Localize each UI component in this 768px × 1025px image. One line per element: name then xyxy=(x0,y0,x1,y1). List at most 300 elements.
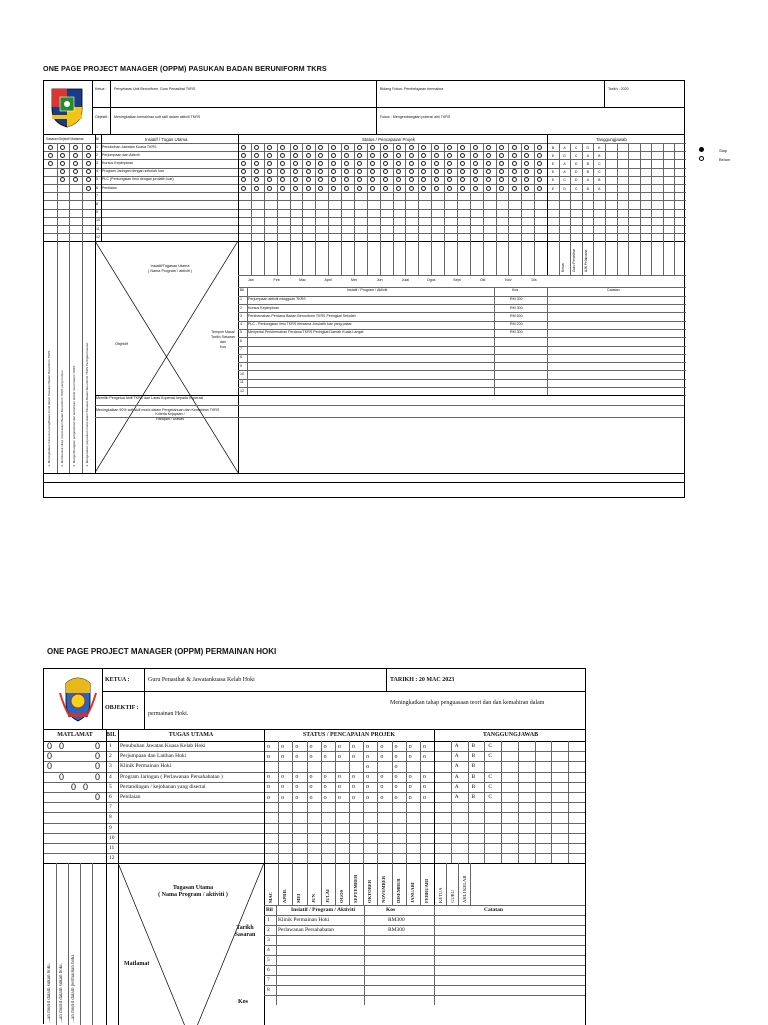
task-number: 8 xyxy=(109,814,112,821)
col-line xyxy=(349,863,350,905)
responsibility-letter: C xyxy=(488,743,492,749)
row-line xyxy=(44,853,585,854)
responsibility-letter: B xyxy=(471,783,476,790)
row-line xyxy=(264,915,585,916)
col-line xyxy=(593,143,594,241)
status-circle-icon: o xyxy=(295,794,299,801)
col-line xyxy=(451,741,452,863)
doc1-bidang: Bidang Fokus: Pembelajaran bermakna xyxy=(380,87,444,91)
status-circle-icon: o xyxy=(337,794,341,801)
task-number: 4 xyxy=(96,169,98,174)
month-label: DISEMBER xyxy=(395,878,401,904)
col-line xyxy=(547,287,548,395)
responsibility-letter: B xyxy=(471,794,476,800)
col-line xyxy=(521,143,522,241)
status-circle-icon xyxy=(447,186,452,191)
status-circle-icon: o xyxy=(281,753,285,760)
status-circle-icon xyxy=(293,177,298,182)
status-circle-icon xyxy=(524,177,529,182)
col-line xyxy=(68,863,69,1025)
legend-belum: Belum xyxy=(719,157,731,162)
matlamat-circle-icon: 0 xyxy=(95,771,101,782)
col-line xyxy=(470,143,471,241)
month-label: Mac xyxy=(298,278,306,283)
role-label: KETUA xyxy=(438,887,443,904)
col-line xyxy=(292,863,293,905)
status-circle-icon: o xyxy=(295,743,299,750)
month-label: Sept xyxy=(453,278,461,283)
status-circle-icon: o xyxy=(323,794,327,801)
col-line xyxy=(434,905,435,1005)
status-circle-icon xyxy=(512,153,517,158)
doc1-ketua-label: Ketua : xyxy=(95,87,107,91)
task-name: Perjumpaan dan Aktiviti xyxy=(102,152,140,157)
col-line xyxy=(380,143,381,241)
responsibility-letter: B xyxy=(551,145,555,150)
col-line xyxy=(367,241,368,275)
status-circle-icon: o xyxy=(281,784,285,791)
col-line xyxy=(335,863,336,905)
task-name: Program Jaringan ( Perlawanan Persahabatan ) xyxy=(120,773,223,780)
col-line xyxy=(341,241,342,275)
status-circle-icon: o xyxy=(267,743,270,750)
col-line xyxy=(434,863,435,905)
row-line xyxy=(238,275,686,276)
status-circle-icon xyxy=(486,145,491,150)
col-line xyxy=(521,241,522,275)
row-line xyxy=(238,370,686,371)
status-circle-icon xyxy=(318,161,323,166)
status-circle-icon: o xyxy=(309,774,313,781)
status-circle-icon xyxy=(280,161,285,166)
status-circle-icon xyxy=(524,161,529,166)
sub-catatan-header: Catatan xyxy=(607,288,620,293)
month-label: JUN xyxy=(310,894,316,904)
status-circle-icon xyxy=(318,145,323,150)
col-line xyxy=(278,741,279,863)
responsibility-letter: C xyxy=(488,773,492,780)
col-line xyxy=(582,241,583,275)
row-line xyxy=(264,935,585,936)
legend-siap: Siap xyxy=(719,148,728,153)
matlamat-circle-icon: 0 xyxy=(95,741,101,751)
row-line xyxy=(44,792,585,793)
status-circle-icon xyxy=(267,169,272,174)
col-line xyxy=(341,143,342,241)
col-line xyxy=(458,863,459,905)
status-circle-icon xyxy=(344,169,349,174)
col-line xyxy=(302,143,303,241)
row-line xyxy=(44,843,585,844)
doc1-x-diagram xyxy=(95,241,238,473)
program-number: 4 xyxy=(240,322,242,327)
status-circle-icon xyxy=(357,145,362,150)
col-line xyxy=(640,143,641,241)
month-label: Ogos xyxy=(426,278,436,283)
status-circle-icon xyxy=(447,177,452,182)
sub-program-header: Insiatif / Program / Aktiviti xyxy=(347,288,388,293)
row-line xyxy=(44,761,585,762)
status-circle-icon: o xyxy=(267,753,270,760)
col-line xyxy=(468,741,469,863)
row-line xyxy=(264,945,585,946)
program-kos: RM 500 xyxy=(510,313,523,318)
status-circle-icon xyxy=(267,161,272,166)
status-circle-icon xyxy=(241,153,246,158)
col-line xyxy=(277,241,278,275)
status-circle-icon xyxy=(357,186,362,191)
responsibility-letter: D xyxy=(563,186,566,191)
status-circle-icon xyxy=(241,169,246,174)
col-line xyxy=(418,241,419,275)
responsibility-letter: D xyxy=(574,161,578,166)
status-circle-icon: o xyxy=(309,753,313,760)
status-circle-icon: o xyxy=(394,784,398,791)
col-line xyxy=(354,143,355,241)
grid-line xyxy=(44,473,684,474)
month-label: NOVEMBER xyxy=(381,876,387,904)
responsibility-letter: D xyxy=(574,178,578,183)
responsibility-letter: A xyxy=(454,794,459,800)
row-line xyxy=(44,233,686,234)
row-line xyxy=(44,143,686,144)
col-line xyxy=(302,241,303,275)
program-name: Perkhemahan Perdana Badan Beruniform TKRS Peringkat Sekolah xyxy=(248,313,356,318)
status-circle-icon xyxy=(254,153,259,158)
col-line xyxy=(559,143,560,241)
col-line xyxy=(406,863,407,905)
status-circle-icon xyxy=(396,169,401,174)
task-number: 7 xyxy=(109,804,112,811)
responsibility-letter: C xyxy=(598,161,601,166)
col-line xyxy=(321,741,322,863)
status-circle-icon xyxy=(331,186,336,191)
matlamat-circle-icon xyxy=(48,161,53,166)
status-circle-icon xyxy=(473,161,478,166)
program-number: 7 xyxy=(240,347,242,351)
status-circle-icon xyxy=(254,177,259,182)
responsibility-letter: C xyxy=(563,178,566,183)
status-circle-icon xyxy=(409,153,414,158)
status-circle-icon xyxy=(344,153,349,158)
status-circle-icon xyxy=(383,145,388,150)
month-label: MEI xyxy=(296,894,302,904)
status-circle-icon: o xyxy=(380,774,384,781)
status-circle-icon xyxy=(512,145,517,150)
matlamat-circle-icon xyxy=(60,145,65,150)
program-number: 4 xyxy=(267,947,270,954)
status-circle-icon xyxy=(293,186,298,191)
col-line xyxy=(547,241,548,275)
program-number: 12 xyxy=(240,388,244,393)
col-line xyxy=(290,143,291,241)
col-line xyxy=(247,287,248,395)
status-circle-icon: o xyxy=(323,774,327,781)
row-line xyxy=(238,354,686,355)
status-circle-icon xyxy=(537,169,542,174)
status-circle-icon xyxy=(318,153,323,158)
status-circle-icon xyxy=(267,186,272,191)
status-circle-icon: o xyxy=(422,784,426,791)
status-circle-icon: o xyxy=(352,794,355,801)
col-line xyxy=(118,729,119,863)
col-line xyxy=(446,863,447,905)
responsibility-letter: E xyxy=(551,178,555,183)
matlamat-circle-icon xyxy=(86,186,91,191)
status-circle-icon xyxy=(486,161,491,166)
program-name: Perjumpaan aktiviti mingguan TKRS xyxy=(248,297,306,302)
doc1-matlamat-header: Sasaran/Objektif Matlamat xyxy=(46,137,84,141)
col-line xyxy=(568,741,569,863)
status-circle-icon xyxy=(241,186,246,191)
responsibility-letter: C xyxy=(574,153,578,158)
responsibility-letter: A xyxy=(563,161,566,166)
month-label: Jan xyxy=(247,278,254,283)
status-circle-icon: o xyxy=(309,743,313,750)
col-line xyxy=(405,143,406,241)
status-circle-icon: o xyxy=(352,784,355,791)
task-number: 12 xyxy=(109,855,115,862)
status-circle-icon xyxy=(293,153,298,158)
responsibility-letter: A xyxy=(454,763,459,770)
status-circle-icon xyxy=(499,161,504,166)
responsibility-letter: C xyxy=(488,783,492,790)
doc1-sheet xyxy=(43,80,685,498)
status-circle-icon: o xyxy=(337,784,341,791)
status-circle-icon: o xyxy=(366,753,370,760)
status-circle-icon xyxy=(241,145,246,150)
status-circle-icon xyxy=(331,145,336,150)
responsibility-letter: E xyxy=(551,186,555,191)
status-circle-icon xyxy=(434,177,439,182)
status-circle-icon xyxy=(396,145,401,150)
responsibility-letter: B xyxy=(598,153,601,158)
col-line xyxy=(651,241,652,275)
doc1-title: ONE PAGE PROJECT MANAGER (OPPM) PASUKAN BADAN BERUNIFORM TKRS xyxy=(43,64,327,73)
month-label: April xyxy=(324,278,332,283)
row-line xyxy=(238,379,686,380)
col-line xyxy=(470,863,471,905)
sub-kos-header: Kos xyxy=(386,907,396,914)
status-circle-icon xyxy=(306,153,311,158)
doc2-bil-header: BIL xyxy=(106,732,117,738)
status-circle-icon xyxy=(267,153,272,158)
status-circle-icon xyxy=(306,145,311,150)
program-kos: RM 300 xyxy=(510,297,523,302)
row-line xyxy=(44,225,686,226)
matlamat-circle-icon xyxy=(60,169,65,174)
status-circle-icon xyxy=(383,186,388,191)
siap-dot-icon xyxy=(699,147,704,152)
sub-catatan-header: Catatan xyxy=(484,907,503,914)
col-line xyxy=(570,143,571,241)
responsibility-letter: C xyxy=(574,145,578,150)
status-circle-icon: o xyxy=(380,743,384,750)
task-number: 1 xyxy=(96,144,98,149)
center-top-label: Insiatif/Tugasan Utama xyxy=(150,264,190,269)
program-kos: RM 300 xyxy=(510,330,523,335)
status-circle-icon: o xyxy=(323,784,327,791)
month-label: FEBRUARI xyxy=(423,879,429,904)
status-circle-icon: o xyxy=(309,794,313,801)
program-number: 6 xyxy=(267,967,270,974)
col-line xyxy=(585,863,586,1025)
matlamat-circle-icon xyxy=(73,177,78,182)
task-number: 11 xyxy=(109,845,115,851)
responsibility-letter: C xyxy=(488,753,492,760)
status-circle-icon xyxy=(370,145,375,150)
status-circle-icon xyxy=(421,145,426,150)
status-circle-icon xyxy=(499,145,504,150)
program-number: 10 xyxy=(240,371,244,376)
row-line xyxy=(264,925,585,926)
col-line xyxy=(518,741,519,863)
col-line xyxy=(264,241,265,275)
responsibility-letter: C xyxy=(488,794,492,800)
responsibility-letter: A xyxy=(454,743,459,749)
matlamat-circle-icon xyxy=(60,153,65,158)
status-circle-icon xyxy=(331,161,336,166)
status-circle-icon: o xyxy=(394,794,398,801)
col-line xyxy=(277,143,278,241)
status-circle-icon xyxy=(460,177,465,182)
col-line xyxy=(534,143,535,241)
responsibility-letter: A xyxy=(586,178,589,183)
status-circle-icon xyxy=(421,177,426,182)
status-circle-icon xyxy=(512,177,517,182)
matlamat-circle-icon xyxy=(48,145,53,150)
col-line xyxy=(367,143,368,241)
row-line xyxy=(44,823,585,824)
row-line xyxy=(44,802,585,803)
doc1-tanggung-header: Tanggungjawab xyxy=(596,137,627,142)
row-line xyxy=(238,346,686,347)
program-name: PLC - Perkongsian ilmu TKRS bersama Jurulatih luar yang pakar. xyxy=(248,322,353,327)
task-number: 1 xyxy=(109,743,112,749)
status-circle-icon xyxy=(409,169,414,174)
status-circle-icon xyxy=(512,161,517,166)
status-circle-icon: o xyxy=(408,753,412,760)
col-line xyxy=(494,287,495,395)
col-line xyxy=(496,241,497,275)
responsibility-letter: E xyxy=(551,161,555,166)
center-right-label: Kos xyxy=(219,345,227,350)
responsibility-letter: A xyxy=(454,773,459,780)
status-circle-icon xyxy=(434,153,439,158)
col-line xyxy=(431,143,432,241)
center-left-label: Objektif xyxy=(115,342,128,347)
col-line xyxy=(551,741,552,863)
status-circle-icon: o xyxy=(323,753,327,760)
task-name: PLC (Perkongsian ilmu dengan jurulatih luar) xyxy=(102,177,174,182)
col-line xyxy=(406,741,407,863)
col-line xyxy=(392,741,393,863)
matlamat-circle-icon: 0 xyxy=(59,771,65,782)
objective-vertical-text: 1. Meningkatkan minat dan penglibatan murid dalam Pasukan Badan Beruniform TKRS xyxy=(47,350,51,467)
objective-vertical-text: 4. Mengeratkan perpaduan murid dalam Pasukan Badan Beruniform TKRS Peringkat Daerah xyxy=(85,343,90,467)
center-top-label: Tugasan Utama xyxy=(172,885,214,892)
status-circle-icon: o xyxy=(380,753,384,760)
col-line xyxy=(80,863,81,1025)
matlamat-circle-icon xyxy=(73,145,78,150)
row-line xyxy=(95,417,684,418)
status-circle-icon xyxy=(267,177,272,182)
doc2-objektif-value1: Meningkatkan tahap penguasaan teori dan dan kemahiran dalam xyxy=(390,700,545,706)
col-line xyxy=(628,143,629,241)
col-line xyxy=(420,863,421,905)
status-circle-icon xyxy=(409,186,414,191)
doc1-objektif-label: Objektif : xyxy=(95,115,110,119)
col-line xyxy=(508,241,509,275)
program-number: 2 xyxy=(240,305,242,310)
status-circle-icon xyxy=(396,177,401,182)
grid-line xyxy=(44,741,585,742)
task-name: Penubuhan Jawatan Kuasa Kelab Hoki xyxy=(120,743,206,749)
status-circle-icon xyxy=(460,145,465,150)
responsibility-letter: B xyxy=(586,161,589,166)
status-circle-icon xyxy=(473,169,478,174)
task-number: 3 xyxy=(96,160,98,165)
status-circle-icon: o xyxy=(323,743,327,750)
program-number: 9 xyxy=(240,363,242,368)
col-line xyxy=(434,729,435,863)
month-label: Mei xyxy=(350,278,357,283)
col-line xyxy=(278,863,279,905)
status-circle-icon xyxy=(383,177,388,182)
status-circle-icon: o xyxy=(295,774,299,781)
role-label: GURU xyxy=(450,890,455,904)
status-circle-icon xyxy=(254,169,259,174)
center-right-label: Tarikh xyxy=(236,925,254,932)
col-line xyxy=(392,863,393,905)
matlamat-circle-icon: 0 xyxy=(47,751,53,762)
status-circle-icon: o xyxy=(422,774,426,781)
status-circle-icon: o xyxy=(267,774,270,781)
doc2-ketua-label: KETUA : xyxy=(105,677,130,683)
col-line xyxy=(570,241,571,275)
col-line xyxy=(457,143,458,241)
status-circle-icon: o xyxy=(295,753,299,760)
matlamat-circle-icon xyxy=(60,161,65,166)
status-circle-icon xyxy=(421,161,426,166)
status-circle-icon: o xyxy=(352,753,355,760)
status-circle-icon xyxy=(331,177,336,182)
col-line xyxy=(535,741,536,863)
status-circle-icon xyxy=(434,145,439,150)
col-line xyxy=(508,143,509,241)
status-circle-icon xyxy=(293,161,298,166)
status-circle-icon xyxy=(357,161,362,166)
status-circle-icon: o xyxy=(366,794,370,801)
task-number: 2 xyxy=(109,753,112,760)
responsibility-letter: A xyxy=(586,153,589,158)
col-line xyxy=(393,241,394,275)
matlamat-circle-icon: 0 xyxy=(47,761,53,772)
task-name: Program Jaringan dengan sekolah luar xyxy=(102,169,164,174)
month-label: JANUARI xyxy=(409,882,415,904)
program-name: Menyertai Perkhemahan Perdana TKRS Peringkat Daerah Kuala Langat xyxy=(248,330,364,335)
responsibility-letter: B xyxy=(598,178,601,183)
month-label: Dis xyxy=(531,278,537,283)
status-circle-icon: o xyxy=(408,743,412,750)
matlamat-circle-icon xyxy=(48,153,53,158)
status-circle-icon xyxy=(383,169,388,174)
responsibility-letter: B xyxy=(471,753,476,760)
row-line xyxy=(264,975,585,976)
responsibility-letter: E xyxy=(551,153,555,158)
col-line xyxy=(251,241,252,275)
matlamat-circle-icon: 0 xyxy=(95,792,101,802)
